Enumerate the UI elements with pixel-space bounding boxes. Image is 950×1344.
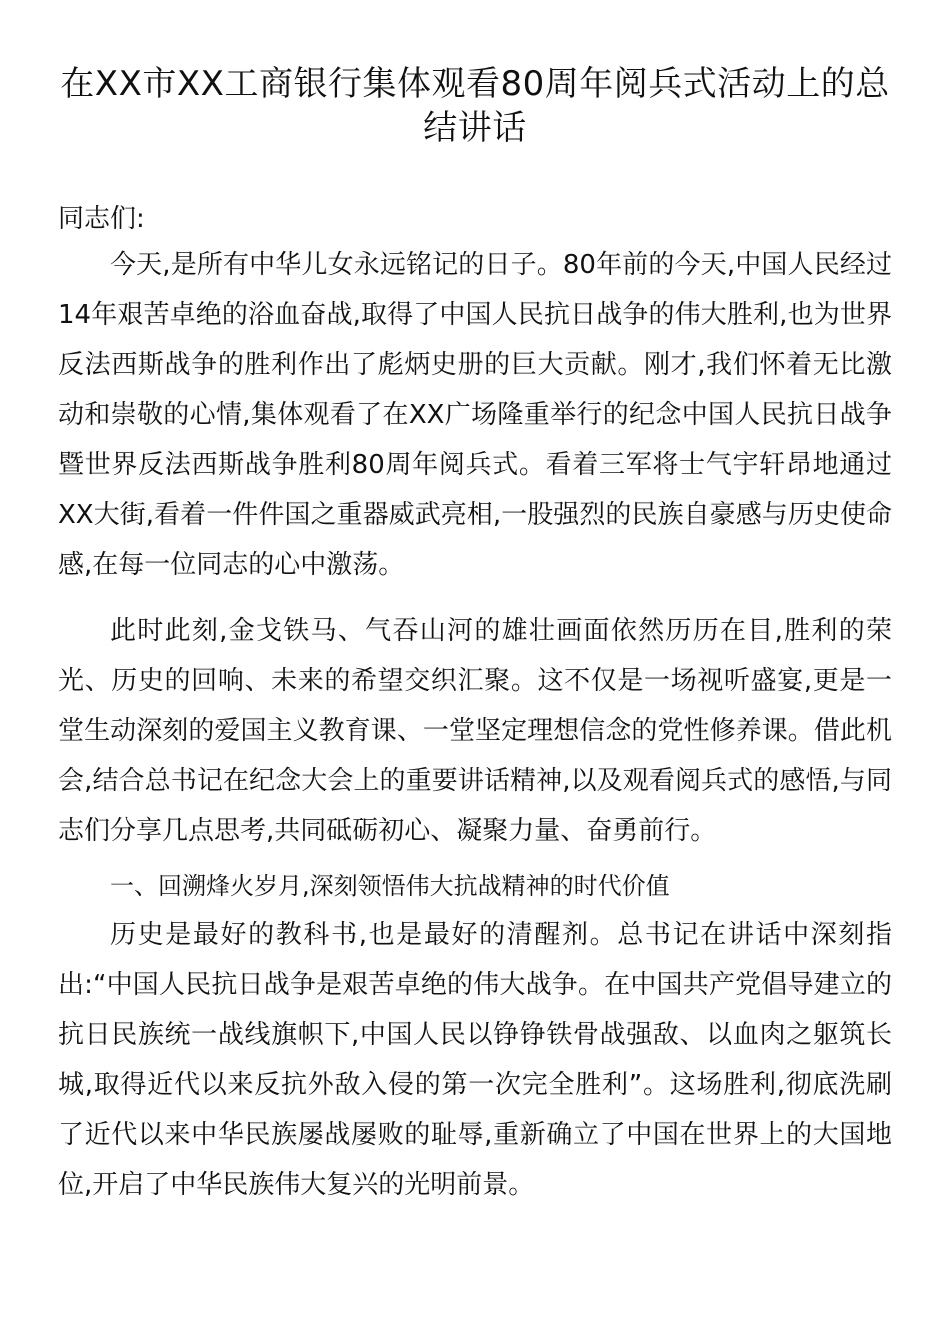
document-title: 在XX市XX工商银行集体观看80周年阅兵式活动上的总结讲话: [60, 64, 890, 148]
body-paragraph-1: 今天,是所有中华儿女永远铭记的日子。80年前的今天,中国人民经过14年艰苦卓绝的浴血奋战,取得了中国人民抗日战争的伟大胜利,也为世界反法西斯战争的胜利作出了彪炳史册的巨大贡献。刚才,我们怀着无比激动和崇敬的心情,集体观看了在XX广场隆重举行的纪念中国人民抗日战争暨世界反法西斯战争胜利80周年阅兵式。看着三军将士气宇轩昂地通过XX大街,看着一件件国之重器威武亮相,一股强烈的民族自豪感与历史使命感,在每一位同志的心中激荡。: [58, 250, 892, 580]
section-heading: 一、回溯烽火岁月,深刻领悟伟大抗战精神的时代价值: [110, 872, 670, 900]
salutation: 同志们:: [58, 204, 145, 234]
section-paragraph-1: 历史是最好的教科书,也是最好的清醒剂。总书记在讲话中深刻指出:“中国人民抗日战争是艰苦卓绝的伟大战争。在中国共产党倡导建立的抗日民族统一战线旗帜下,中国人民以铮铮铁骨战强敌、以血肉之躯筑长城,取得近代以来反抗外敌入侵的第一次完全胜利”。这场胜利,彻底洗刷了近代以来中华民族屡战屡败的耻辱,重新确立了中国在世界上的大国地位,开启了中华民族伟大复兴的光明前景。: [58, 920, 892, 1200]
body-paragraph-2: 此时此刻,金戈铁马、气吞山河的雄壮画面依然历历在目,胜利的荣光、历史的回响、未来的希望交织汇聚。这不仅是一场视听盛宴,更是一堂生动深刻的爱国主义教育课、一堂坚定理想信念的党性修养课。借此机会,结合总书记在纪念大会上的重要讲话精神,以及观看阅兵式的感悟,与同志们分享几点思考,共同砥砺初心、凝聚力量、奋勇前行。: [58, 616, 892, 846]
